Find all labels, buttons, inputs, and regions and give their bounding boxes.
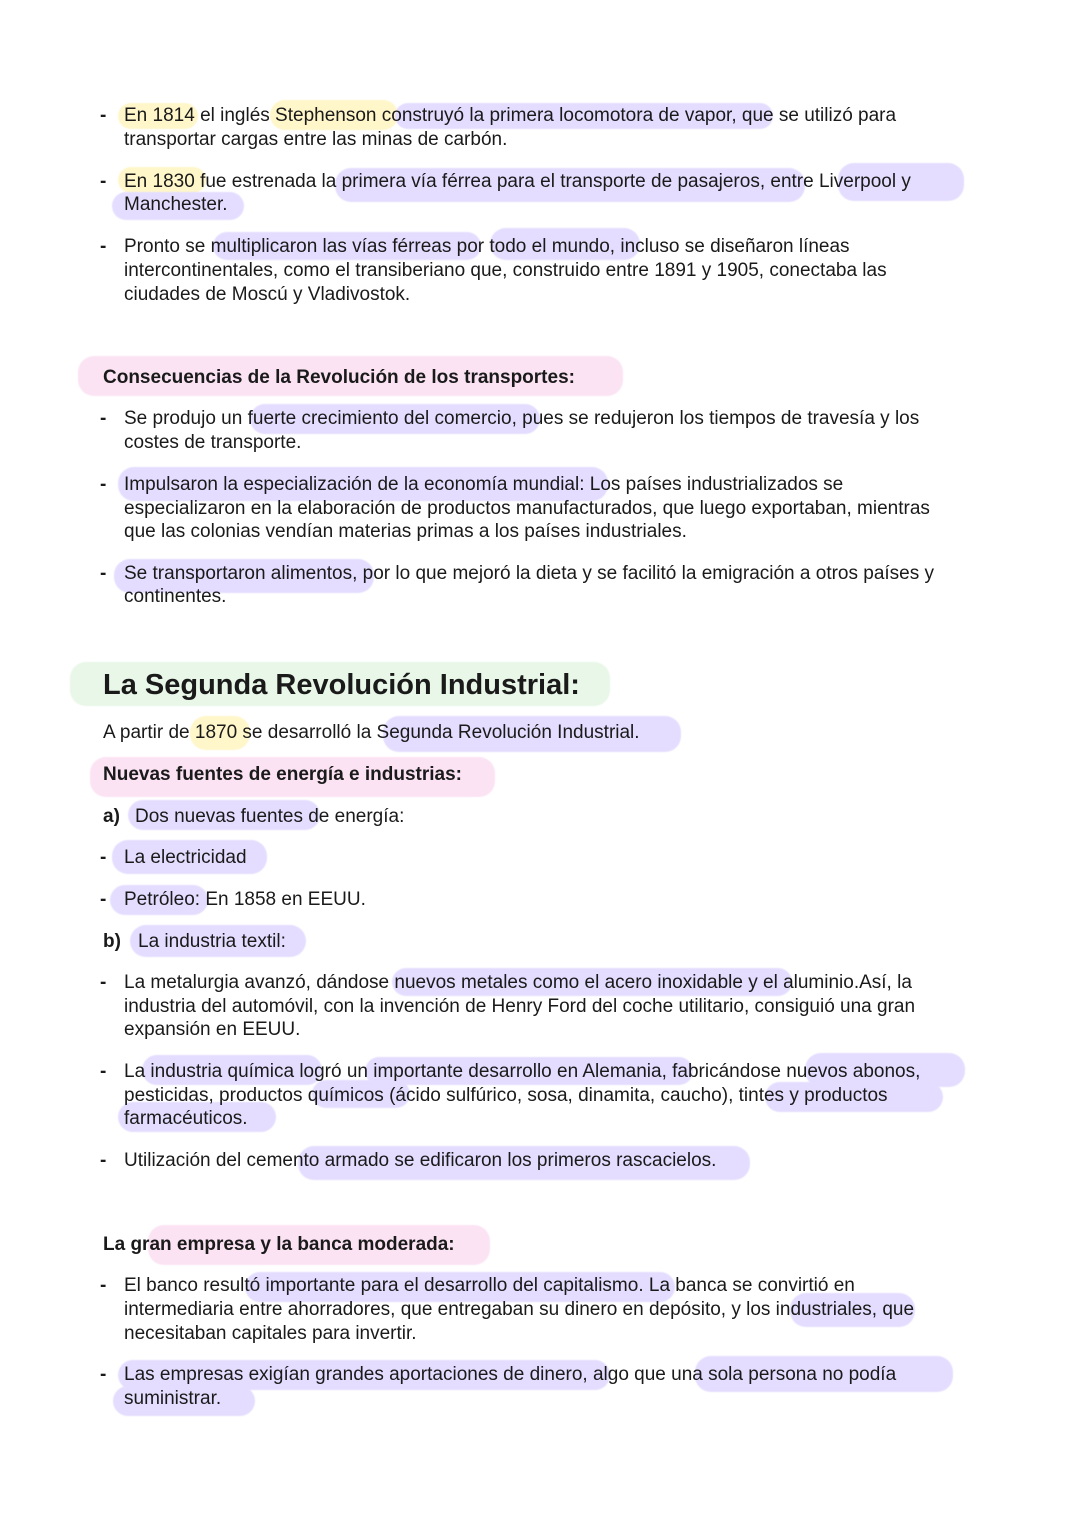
bullet-line: Utilización del cemento armado se edificaron los primeros rascacielos.: [124, 1150, 717, 1171]
bullet-dash: -: [100, 236, 107, 257]
bullet-dash: -: [100, 847, 107, 868]
bullet-line: especializaron en la elaboración de productos manufacturados, que luego exportaban, mientras: [124, 498, 930, 519]
bullet-line: En 1830 fue estrenada la primera vía férrea para el transporte de pasajeros, entre Liverpool y: [124, 171, 911, 192]
bullet-line: pesticidas, productos químicos (ácido sulfúrico, sosa, dinamita, caucho), tintes y productos: [124, 1085, 888, 1106]
list-item-b: La industria textil:: [138, 931, 286, 952]
bullet-line: Impulsaron la especialización de la economía mundial: Los países industrializados se: [124, 474, 844, 495]
list-label-b: b): [103, 931, 121, 952]
bullet-line: industria del automóvil, con la invención de Henry Ford del coche utilitario, consiguió una gran: [124, 996, 916, 1017]
bullet-line: ciudades de Moscú y Vladivostok.: [124, 284, 411, 305]
bullet-line: transportar cargas entre las minas de carbón.: [124, 129, 508, 150]
bullet-line: necesitaban capitales para invertir.: [124, 1323, 417, 1344]
page-title: La Segunda Revolución Industrial:: [103, 669, 580, 701]
bullet-dash: -: [100, 474, 107, 495]
bullet-line: Las empresas exigían grandes aportaciones de dinero, algo que una sola persona no podía: [124, 1364, 897, 1385]
intro-text: A partir de 1870 se desarrolló la Segunda Revolución Industrial.: [103, 722, 640, 743]
bullet-line: continentes.: [124, 586, 227, 607]
bullet-dash: -: [100, 563, 107, 584]
bullet-line: intermediaria entre ahorradores, que entregaban su dinero en depósito, y los industriales, que: [124, 1299, 915, 1320]
bullet-line: Pronto se multiplicaron las vías férreas por todo el mundo, incluso se diseñaron líneas: [124, 236, 850, 257]
bullet-dash: -: [100, 972, 107, 993]
bullet-dash: -: [100, 1364, 107, 1385]
bullet-line: expansión en EEUU.: [124, 1019, 301, 1040]
bullet-dash: -: [100, 408, 107, 429]
bullet-line: Se transportaron alimentos, por lo que mejoró la dieta y se facilitó la emigración a otros países y: [124, 563, 935, 584]
bullet-dash: -: [100, 1275, 107, 1296]
bullet-dash: -: [100, 889, 107, 910]
list-item-a: Dos nuevas fuentes de energía:: [135, 806, 405, 827]
bullet-dash: -: [100, 1150, 107, 1171]
section-heading-consequences: Consecuencias de la Revolución de los transportes:: [103, 367, 575, 388]
bullet-dash: -: [100, 105, 107, 126]
section-heading-banking: La gran empresa y la banca moderada:: [103, 1234, 455, 1255]
energy-item: La electricidad: [124, 847, 247, 868]
bullet-dash: -: [100, 171, 107, 192]
bullet-line: que las colonias vendían materias primas a los países industriales.: [124, 521, 687, 542]
bullet-line: En 1814 el inglés Stephenson construyó la primera locomotora de vapor, que se utilizó para: [124, 105, 897, 126]
bullet-line: La industria química logró un importante desarrollo en Alemania, fabricándose nuevos abonos,: [124, 1061, 921, 1082]
bullet-line: Se produjo un fuerte crecimiento del comercio, pues se redujeron los tiempos de travesía y los: [124, 408, 920, 429]
list-label-a: a): [103, 806, 120, 827]
bullet-line: intercontinentales, como el transiberiano que, construido entre 1891 y 1905, conectaba las: [124, 260, 887, 281]
bullet-line: suministrar.: [124, 1388, 222, 1409]
bullet-dash: -: [100, 1061, 107, 1082]
bullet-line: El banco resultó importante para el desarrollo del capitalismo. La banca se convirtió en: [124, 1275, 855, 1296]
bullet-line: farmacéuticos.: [124, 1108, 248, 1129]
bullet-line: costes de transporte.: [124, 432, 302, 453]
bullet-line: La metalurgia avanzó, dándose nuevos metales como el acero inoxidable y el aluminio.Así, la: [124, 972, 912, 993]
bullet-line: Manchester.: [124, 194, 228, 215]
energy-item: Petróleo: En 1858 en EEUU.: [124, 889, 366, 910]
section-heading-energy: Nuevas fuentes de energía e industrias:: [103, 764, 463, 785]
